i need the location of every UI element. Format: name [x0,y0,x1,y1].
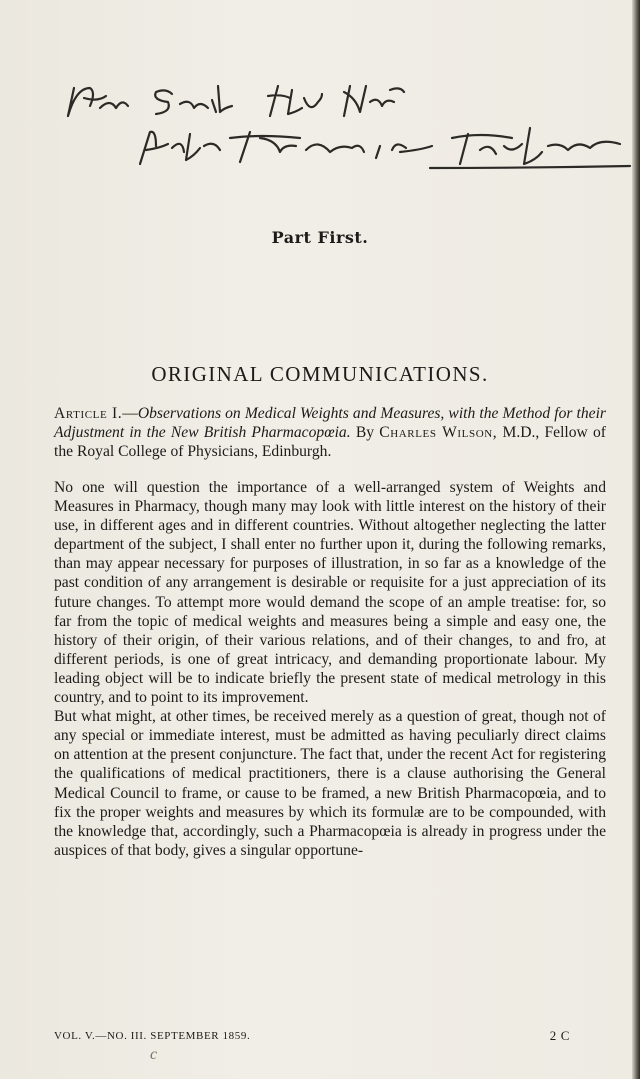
paragraph: No one will question the importance of a well-arranged system of Weights and Measures in Pharmacy, though many may look with little interest on the history of their use, in different ages and in different countries. Without altogether neglecting the latter department of the subject, I shall enter no further upon it, during the following remarks, than may appear necessary for purposes of illustration, in so far as a knowledge of the past condition of any arrangement is desirable or requisite for a just appreciation of its future changes. To attempt more would demand the scope of an ample treatise: for, so far from the topic of medical weights and measures being a simple and easy one, the history of their origin, of their various relations, and of their changes, to and fro, at different periods, is one of great intricacy, and demanding proportionate labour. My leading object will be to indicate briefly the present state of medical metrology in this country, and to point to its improvement. [54,479,606,707]
page-footer [54,1030,606,1042]
signature-mark: 2 C [549,1028,570,1043]
section-title: ORIGINAL COMMUNICATIONS. [151,362,489,386]
author-by: By [355,424,375,441]
author-credentials: M.D., Fellow of the Royal College of Physicians, Edinburgh. [54,424,606,460]
article-number: Article I. [54,405,123,422]
handwritten-inscription [60,68,640,178]
volume-line: VOL. V.—NO. III. SEPTEMBER 1859. [54,1030,251,1042]
part-heading: Part First. [271,228,369,247]
paragraph: But what might, at other times, be received merely as a question of great, though not of any special or immediate interest, must be admitted as having peculiarly direct claims on attention at the present conjuncture. The fact that, under the recent Act for registering the qualifications of medical practitioners, there is a clause authorising the General Medical Council to frame, or cause to be framed, a new British Pharmacopœia, and to fix the proper weights and measures by which its formulæ are to be compounded, with the knowledge that, accordingly, such a Pharmacopœia is already in progress under the auspices of that body, gives a singular opportune- [54,708,606,859]
pencil-mark: c [150,1046,158,1063]
author-name: Charles Wilson, [379,424,498,441]
article-header: Article I.—Observations on Medical Weights and Measures, with the Method for their Adjustment in the New British Pharmacopœia. By Charles Wilson, M.D., Fellow of the Royal College of Physicians, Edinburgh. [54,405,606,460]
article-body [54,478,606,860]
article-title: Observations on Medical Weights and Measures, with the Method for their Adjustment in the New British Pharmacopœia. [54,405,606,441]
